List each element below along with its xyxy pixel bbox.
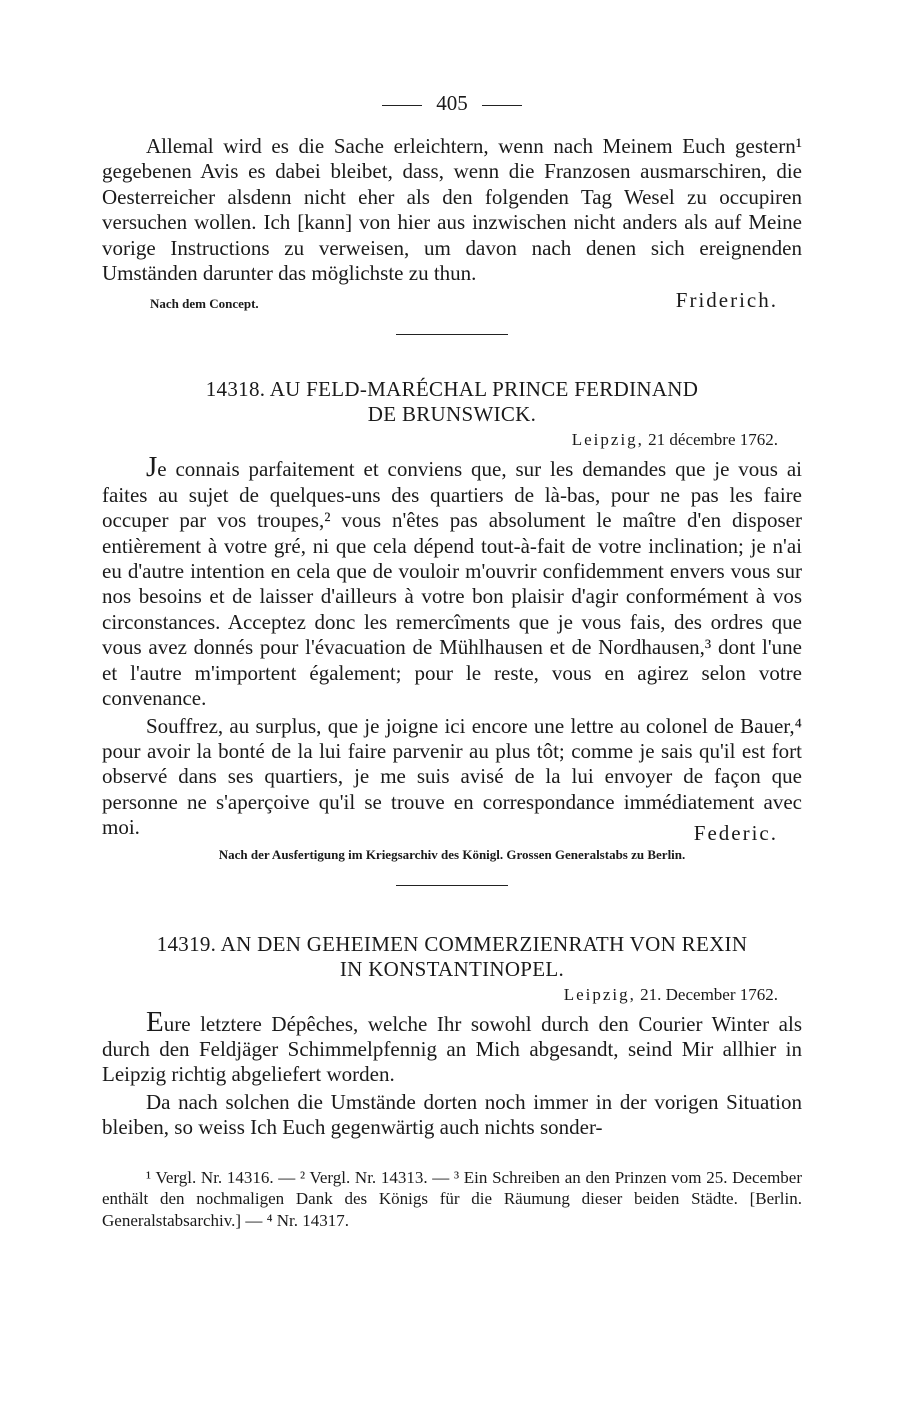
footnotes: ¹ Vergl. Nr. 14316. — ² Vergl. Nr. 14313. — ³ Ein Schreiben an den Prinzen vom 25. December enthält den nochmaligen Dank des Königs für die Räumung dieser beiden Städte. [Berlin. Generalstabsarchiv.] — ⁴ Nr. 14317.: [102, 1167, 802, 1230]
letter-14319-initial: E: [146, 1005, 164, 1038]
letter-14318-date: 21 décembre 1762.: [648, 430, 778, 450]
letter-14319-heading-line1: 14319. AN DEN GEHEIMEN COMMERZIENRATH VON REXIN: [156, 931, 748, 956]
letter-14319-date: 21. December 1762.: [640, 984, 778, 1004]
letter-14318-paragraph-1-text: e connais parfaitement et conviens que, sur les demandes que je vous ai faites au sujet de quelques-uns des quartiers de là-bas, pour ne pas les faire occuper par vos troupes,² vous n'êtes pas absolument le maître d'en disposer entièrement à votre gré, ni que cela dépend tout-à-fait de votre inclination; je n'ai eu d'autre intention en cela que de vouloir m'ouvrir confidemment envers vous sur nos besoins et de laisser d'ailleurs à votre bon plaisir d'agir conformément à vos circonstances. Acceptez donc les remercîments que je vous fais, des ordres que vous avez donnés pour l'évacuation de Mühlhausen et de Nordhausen,³ dont l'une et l'autre m'importent également; pour le reste, vous en agirez selon votre convenance.: [102, 457, 802, 711]
letter-14319-paragraph-1: [102, 1005, 802, 1088]
page: [102, 88, 802, 1231]
letter-14319-date-place: Leipzig,: [563, 984, 636, 1004]
letter-14318-heading-line2: DE BRUNSWICK.: [367, 402, 537, 427]
page-number-row: [102, 88, 802, 118]
letter-14318-date-place: Leipzig,: [571, 430, 644, 450]
letter-14318-initial: J: [146, 451, 158, 484]
letter-14318-source-note: Nach der Ausfertigung im Kriegsarchiv des Königl. Grossen Generalstabs zu Berlin.: [218, 846, 686, 862]
intro-signature: Friderich.: [675, 288, 778, 313]
letter-14319-heading-line2: IN KONSTANTINOPEL.: [339, 956, 565, 981]
intro-source-note: Nach dem Concept.: [150, 296, 259, 312]
letter-14318-dateline: [102, 427, 802, 453]
letter-14318-paragraph-2: Souffrez, au surplus, que je joigne ici encore une lettre au colonel de Bauer,⁴ pour avoir la bonté de la lui faire parvenir au plus tôt; comme je sais qu'il est fort observé dans ses quartiers, je me suis avisé de la lui envoyer de façon que personne ne s'aperçoive qu'il se trouve en correspondance immédiatement avec moi.: [102, 713, 802, 840]
letter-14319-dateline: [102, 982, 802, 1008]
letter-14319-heading: [102, 932, 802, 982]
letter-14318-signature: Federic.: [693, 820, 778, 845]
intro-paragraph: Allemal wird es die Sache erleichtern, wenn nach Meinem Euch gestern¹ gegebenen Avis es dabei bleibet, dass, wenn die Franzosen ausmarschiren, die Oesterreicher alsdenn nicht eher als den folgenden Tag Wesel zu occupiren versuchen wollen. Ich [kann] von hier aus inzwischen nicht anders als auf Meine vorige Instructions zu verweisen, um davon nach denen sich ereignenden Umständen darunter das möglichste zu thun.: [102, 134, 802, 286]
letter-14318-heading-line1: 14318. AU FELD-MARÉCHAL PRINCE FERDINAND: [205, 377, 699, 402]
letter-14319-paragraph-1-text: ure letztere Dépêches, welche Ihr sowohl durch den Courier Winter als durch den Feldjäger Schimmelpfennig an Mich abgesandt, seind Mir allhier in Leipzig richtig abgeliefert worden.: [102, 1011, 802, 1087]
page-number-dash-left: [382, 105, 422, 106]
letter-14318-signature-row: [102, 820, 802, 845]
page-number-dash-right: [482, 105, 522, 106]
letter-14319-paragraph-2: Da nach solchen die Umstände dorten noch immer in der vorigen Situation bleiben, so weiss Ich Euch gegenwärtig auch nichts sonder-: [102, 1089, 802, 1140]
intro-source-row: [102, 288, 802, 314]
page-number: 405: [436, 91, 468, 115]
letter-14318-heading: [102, 377, 802, 427]
letter-14318-paragraph-1: [102, 453, 802, 711]
